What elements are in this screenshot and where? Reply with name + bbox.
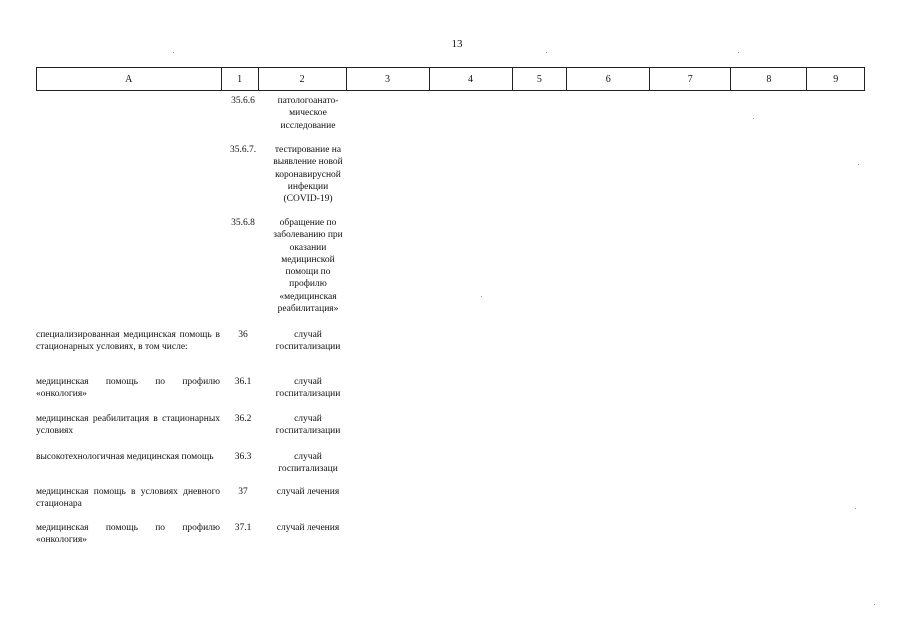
table-body xyxy=(0,89,905,640)
row-name: специализированная медицинская помощь в стационарных условиях, в том числе: xyxy=(36,330,220,353)
header-cell-a: А xyxy=(37,68,222,90)
row-unit: патологоанато- мическое исследование xyxy=(277,96,339,131)
scan-speck xyxy=(481,296,482,297)
scan-speck xyxy=(753,118,754,119)
header-cell-4: 4 xyxy=(430,68,513,90)
row-unit: обращение по заболеванию при оказании медицинской помощи по профилю «медицинская реабилитация» xyxy=(273,218,343,315)
row-code: 36.1 xyxy=(234,377,252,387)
table-header xyxy=(36,67,865,91)
header-cell-6: 6 xyxy=(567,68,650,90)
row-code: 35.6.8 xyxy=(231,218,255,228)
scan-speck xyxy=(173,52,174,53)
scan-speck xyxy=(546,52,547,53)
row-unit: случай госпитализации xyxy=(275,377,341,400)
row-unit: случай лечения xyxy=(276,487,340,497)
scan-speck xyxy=(738,52,739,53)
row-code: 35.6.6 xyxy=(231,96,255,106)
header-cell-7: 7 xyxy=(650,68,731,90)
header-cell-5: 5 xyxy=(513,68,568,90)
row-name: медицинская помощь в условиях дневного стационара xyxy=(36,487,220,510)
row-name: высокотехнологичная медицинская помощь xyxy=(36,452,214,462)
row-code: 36.2 xyxy=(234,414,252,424)
scan-speck xyxy=(855,508,856,509)
row-code: 37.1 xyxy=(234,523,252,533)
row-unit: тестирование на выявление новой коронавирусной инфекции (COVID-19) xyxy=(273,145,343,205)
header-cell-2: 2 xyxy=(259,68,347,90)
row-name: медицинская реабилитация в стационарных условиях xyxy=(36,414,220,437)
row-code: 36.3 xyxy=(234,452,252,462)
header-cell-8: 8 xyxy=(731,68,807,90)
row-unit: случай госпитализаци xyxy=(278,452,338,475)
row-unit: случай лечения xyxy=(276,523,340,533)
header-cell-9: 9 xyxy=(807,68,865,90)
row-code: 36 xyxy=(238,330,248,340)
row-name: медицинская помощь по профилю «онкология» xyxy=(36,523,220,546)
scan-speck xyxy=(874,604,875,605)
row-unit: случай госпитализации xyxy=(275,414,341,437)
row-code: 37 xyxy=(238,487,248,497)
row-name: медицинская помощь по профилю «онкология» xyxy=(36,377,220,400)
row-code: 35.6.7. xyxy=(229,145,257,155)
page-number: 13 xyxy=(451,38,463,50)
header-cell-1: 1 xyxy=(222,68,259,90)
row-unit: случай госпитализации xyxy=(275,330,341,353)
header-cell-3: 3 xyxy=(347,68,430,90)
scan-speck xyxy=(858,164,859,165)
